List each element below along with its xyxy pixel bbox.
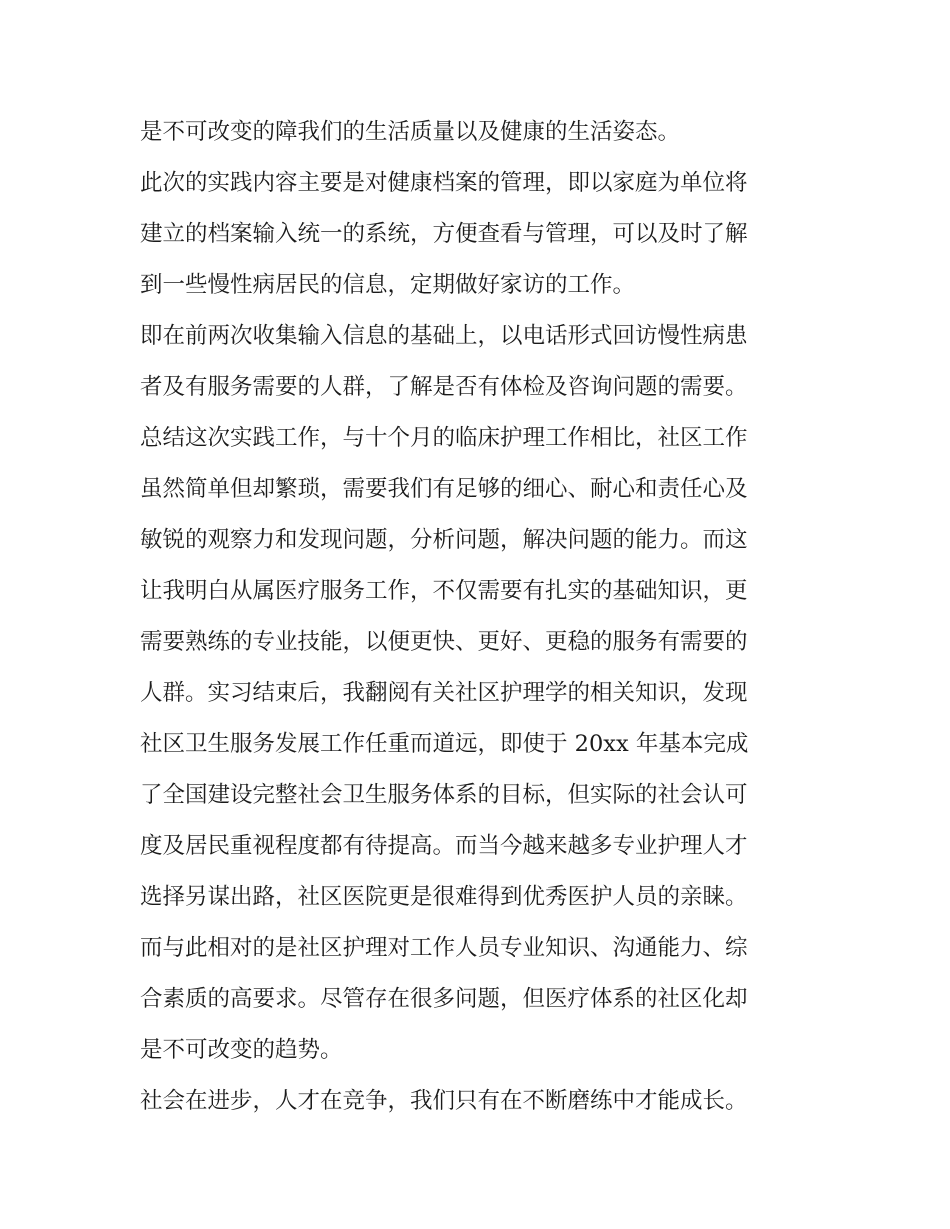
document-body <box>140 107 820 1127</box>
text-line: 选择另谋出路，社区医院更是很难得到优秀医护人员的亲睐。 <box>140 884 748 910</box>
text-line: 需要熟练的专业技能，以便更快、更好、更稳的服务有需要的 <box>140 629 748 655</box>
text-line: 人群。实习结束后，我翻阅有关社区护理学的相关知识，发现 <box>140 680 748 706</box>
text-line: 是不可改变的趋势。 <box>140 1037 343 1063</box>
text-line: 敏锐的观察力和发现问题，分析问题，解决问题的能力。而这 <box>140 527 748 553</box>
text-line: 者及有服务需要的人群，了解是否有体检及咨询问题的需要。 <box>140 374 748 400</box>
text-line: 社区卫生服务发展工作任重而道远，即使于 20xx 年基本完成 <box>140 731 749 757</box>
text-line: 度及居民重视程度都有待提高。而当今越来越多专业护理人才 <box>140 833 748 859</box>
text-line: 总结这次实践工作，与十个月的临床护理工作相比，社区工作 <box>140 425 748 451</box>
text-line: 此次的实践内容主要是对健康档案的管理，即以家庭为单位将 <box>140 170 748 196</box>
text-line: 社会在进步，人才在竞争，我们只有在不断磨练中才能成长。 <box>140 1088 748 1114</box>
text-line: 即在前两次收集输入信息的基础上，以电话形式回访慢性病患 <box>140 323 748 349</box>
text-line: 合素质的高要求。尽管存在很多问题，但医疗体系的社区化却 <box>140 986 748 1012</box>
text-line: 到一些慢性病居民的信息，定期做好家访的工作。 <box>140 272 636 298</box>
text-line: 让我明白从属医疗服务工作，不仅需要有扎实的基础知识，更 <box>140 578 748 604</box>
text-line: 建立的档案输入统一的系统，方便查看与管理，可以及时了解 <box>140 221 748 247</box>
text-line: 是不可改变的障我们的生活质量以及健康的生活姿态。 <box>140 119 681 145</box>
text-line: 了全国建设完整社会卫生服务体系的目标，但实际的社会认可 <box>140 782 748 808</box>
text-line: 虽然简单但却繁琐，需要我们有足够的细心、耐心和责任心及 <box>140 476 748 502</box>
text-line: 而与此相对的是社区护理对工作人员专业知识、沟通能力、综 <box>140 935 748 961</box>
